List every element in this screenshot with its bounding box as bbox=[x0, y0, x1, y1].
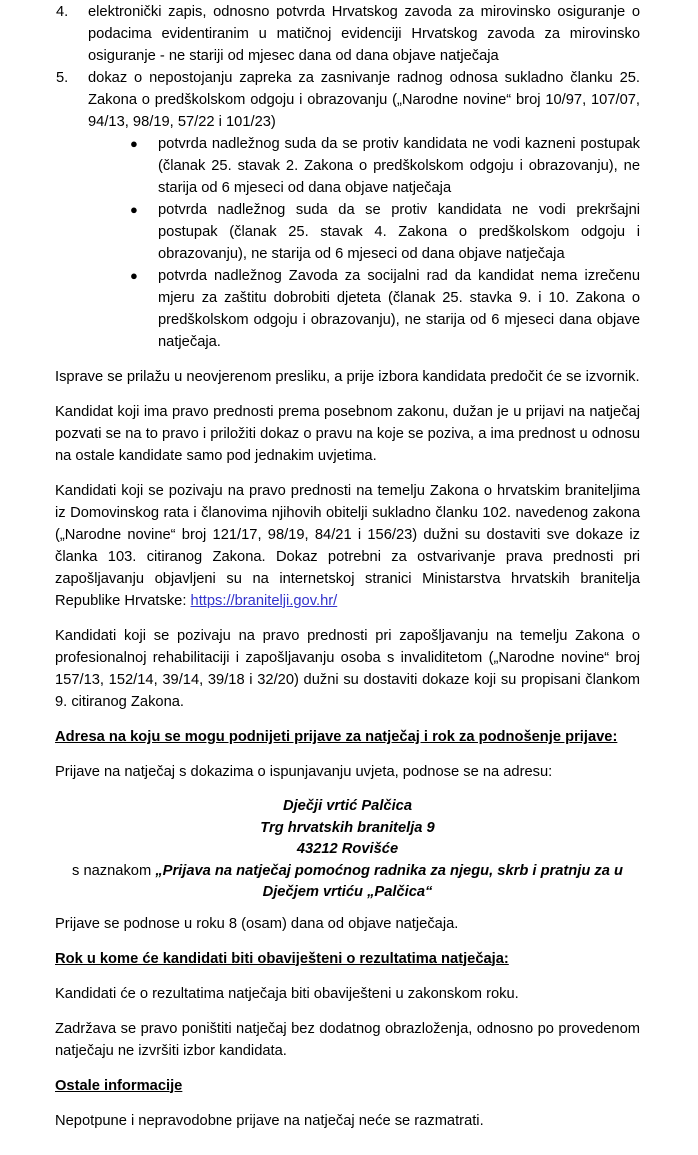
address-city: 43212 Rovišće bbox=[296, 841, 399, 857]
bullet-icon: ● bbox=[130, 136, 138, 151]
heading-ostale: Ostale informacije bbox=[55, 1077, 183, 1094]
list-item-text: dokaz o nepostojanju zapreka za zasnivanje radnog odnosa sukladno članku 25. Zakona o predškolskom odgoju i obrazovanju („Narodne novine“ broj 10/97, 107/07, 94/13, 98/19, 57/22 i 101/23) bbox=[88, 70, 640, 130]
bullet-item-kazneni bbox=[55, 133, 640, 199]
paragraph-obavijest: Kandidati će o rezultatima natječaja biti obaviješteni u zakonskom roku. bbox=[55, 985, 519, 1002]
paragraph-isprave: Isprave se prilažu u neovjerenom presliku, a prije izbora kandidata predočit će se izvornik. bbox=[55, 369, 640, 385]
address-block bbox=[55, 796, 640, 904]
list-item-number: 5. bbox=[56, 70, 69, 86]
branitelji-link[interactable]: https://branitelji.gov.hr/ bbox=[190, 593, 338, 609]
bullet-icon: ● bbox=[130, 268, 138, 283]
requirements-list bbox=[55, 1, 640, 353]
paragraph-invaliditet: Kandidati koji se pozivaju na pravo prednosti pri zapošljavanju na temelju Zakona o profesionalnoj rehabilitaciji i zapošljavanju osoba s invaliditetom („Narodne novine“ broj 157/13, 152/14, 39/14, 39/18 i 32/20) dužni su dostaviti dokaze koji su propisani člankom 9. citiranog Zakona. bbox=[55, 628, 640, 710]
paragraph-prijave-uvjeti: Prijave na natječaj s dokazima o ispunjavanju uvjeta, podnose se na adresu: bbox=[55, 764, 553, 780]
bullet-text: potvrda nadležnog Zavoda za socijalni rad da kandidat nema izrečenu mjeru za zaštitu dobrobiti djeteta (članak 25. stavka 9. i 10. Zakona o predškolskom odgoju i obrazovanju), ne starija od 6 mjeseci dana objave natječaja. bbox=[158, 268, 640, 350]
naznaka-line bbox=[55, 861, 640, 904]
paragraph-ponistenje: Zadržava se pravo poništiti natječaj bez dodatnog obrazloženja, odnosno po provedenom natječaju ne izvršiti izbor kandidata. bbox=[55, 1020, 640, 1059]
bullet-item-prekrsajni bbox=[55, 199, 640, 265]
bullet-icon: ● bbox=[130, 202, 138, 217]
list-item-4 bbox=[55, 1, 640, 67]
list-item-5 bbox=[55, 67, 640, 133]
list-item-number: 4. bbox=[56, 4, 69, 20]
bullet-text: potvrda nadležnog suda da se protiv kandidata ne vodi kazneni postupak (članak 25. stavak 2. Zakona o predškolskom odgoju i obrazovanju), ne starija od 6 mjeseci od dana objave natječaja bbox=[158, 136, 640, 196]
heading-adresa: Adresa na koju se mogu podnijeti prijave za natječaj i rok za podnošenje prijave: bbox=[55, 729, 618, 745]
naznaka-prefix: s naznakom bbox=[72, 862, 152, 879]
paragraph-kandidat-prednost: Kandidat koji ima pravo prednosti prema posebnom zakonu, dužan je u prijavi na natječaj pozvati se na to pravo i priložiti dokaz o pravu na koje se poziva, a ima prednost u odnosu na ostale kandidate samo pod jednakim uvjetima. bbox=[55, 404, 640, 464]
paragraph-branitelji bbox=[55, 480, 640, 612]
address-institution: Dječji vrtić Palčica bbox=[282, 798, 412, 814]
paragraph-nepotpune: Nepotpune i nepravodobne prijave na natječaj neće se razmatrati. bbox=[55, 1112, 484, 1129]
paragraph-branitelji-text: Kandidati koji se pozivaju na pravo prednosti na temelju Zakona o hrvatskim braniteljima iz Domovinskog rata i članovima njihovih obitelji sukladno članku 102. navedenog zakona („Narodne novine“ broj 121/17, 98/19, 84/21 i 156/23) dužni su dostaviti sve dokaze iz članka 103. citiranog Zakona. Dokaz potrebni za ostvarivanje prava prednosti pri zapošljavanju objavljeni su na internetskoj stranici Ministarstva hrvatskih branitelja Republike Hrvatske: bbox=[55, 483, 640, 609]
list-item-text: elektronički zapis, odnosno potvrda Hrvatskog zavoda za mirovinsko osiguranje o podacima evidentiranim u matičnoj evidenciji Hrvatskog zavoda za mirovinsko osiguranje - ne stariji od mjesec dana od dana objave natječaja bbox=[88, 4, 640, 64]
bullet-item-zavod bbox=[55, 265, 640, 353]
bullet-text: potvrda nadležnog suda da se protiv kandidata ne vodi prekršajni postupak (članak 25. stavak 4. Zakona o predškolskom odgoju i obrazovanju), ne starija od 6 mjeseci od dana objave natječaja bbox=[158, 202, 640, 262]
heading-rok: Rok u kome će kandidati biti obaviješteni o rezultatima natječaja: bbox=[55, 950, 509, 967]
naznaka-text: „Prijava na natječaj pomoćnog radnika za njegu, skrb i pratnju za u Dječjem vrtiću „Palčica“ bbox=[155, 862, 623, 900]
address-street: Trg hrvatskih branitelja 9 bbox=[260, 819, 435, 836]
paragraph-rok-prijave: Prijave se podnose u roku 8 (osam) dana od objave natječaja. bbox=[55, 915, 459, 932]
